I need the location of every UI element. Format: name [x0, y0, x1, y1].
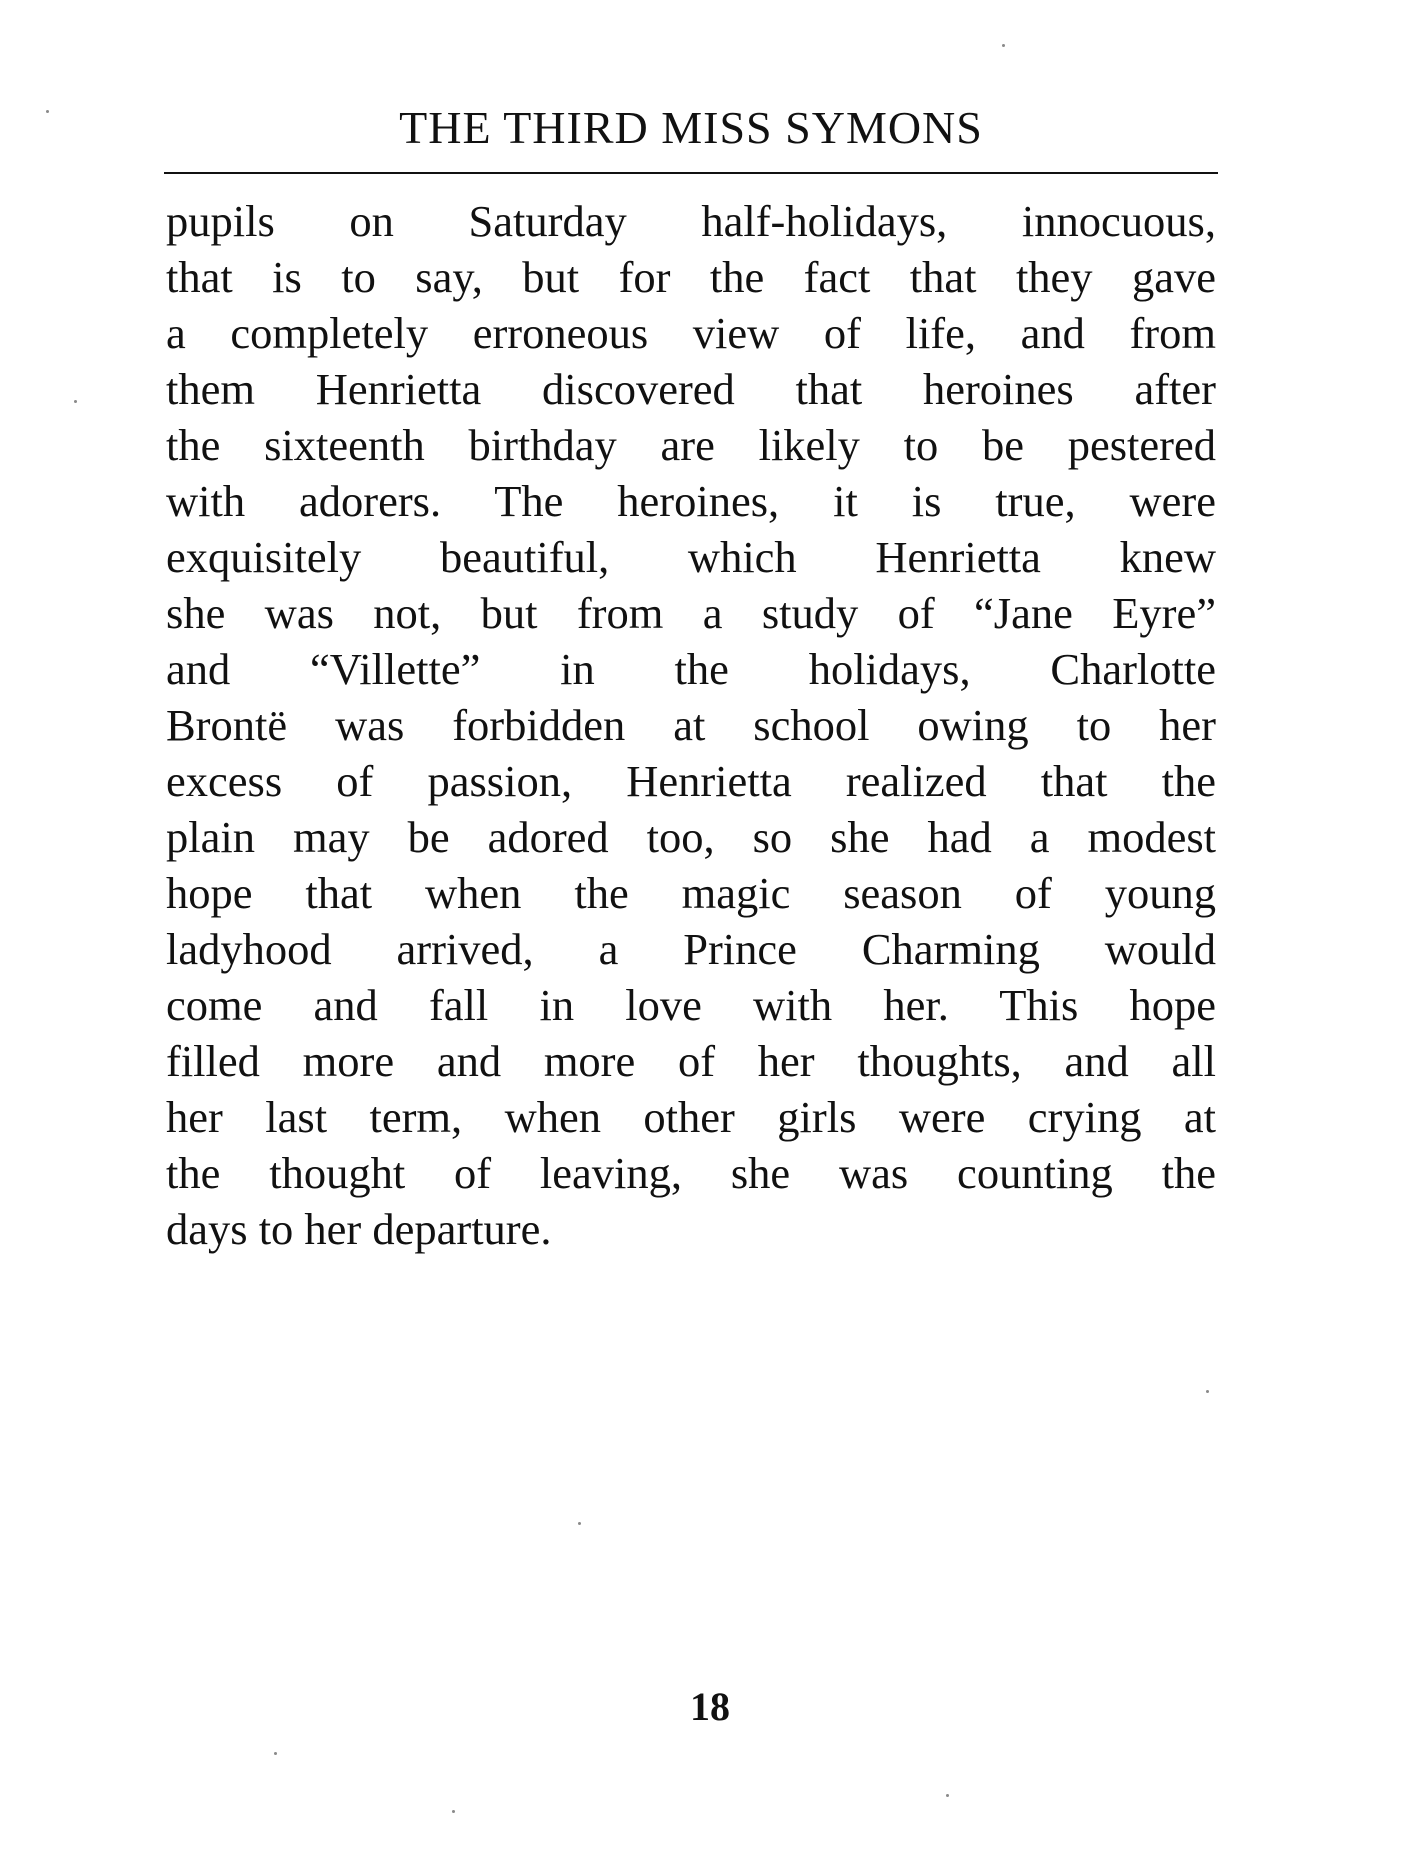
text-line: with adorers. The heroines, it is true, were [166, 476, 1216, 526]
text-line: ladyhood arrived, a Prince Charming would [166, 924, 1216, 974]
scan-speck [74, 400, 77, 403]
text-line: filled more and more of her thoughts, and all [166, 1036, 1216, 1086]
text-line: and “Villette” in the holidays, Charlotte [166, 644, 1216, 694]
body-text [166, 193, 1216, 1257]
text-line: a completely erroneous view of life, and from [166, 308, 1216, 358]
text-line: hope that when the magic season of young [166, 868, 1216, 918]
scan-speck [274, 1752, 277, 1755]
scan-speck [578, 1522, 581, 1525]
text-line: Brontë was forbidden at school owing to her [166, 700, 1216, 750]
scan-speck [452, 1810, 455, 1813]
text-line: pupils on Saturday half-holidays, innocuous, [166, 196, 1216, 246]
page-number: 18 [690, 1684, 730, 1729]
text-line: exquisitely beautiful, which Henrietta knew [166, 532, 1216, 582]
running-head: THE THIRD MISS SYMONS [399, 102, 983, 153]
text-line: days to her departure. [166, 1204, 552, 1254]
text-line: the thought of leaving, she was counting the [166, 1148, 1216, 1198]
text-line: them Henrietta discovered that heroines after [166, 364, 1216, 414]
text-line: the sixteenth birthday are likely to be pestered [166, 420, 1216, 470]
scan-speck [1002, 44, 1005, 47]
scan-speck [46, 110, 49, 113]
scan-speck [1206, 1390, 1209, 1393]
text-line: she was not, but from a study of “Jane Eyre” [166, 588, 1216, 638]
header-rule [164, 172, 1218, 174]
text-line: that is to say, but for the fact that they gave [166, 252, 1216, 302]
text-line: come and fall in love with her. This hope [166, 980, 1216, 1030]
text-line: her last term, when other girls were crying at [166, 1092, 1216, 1142]
text-line: plain may be adored too, so she had a modest [166, 812, 1216, 862]
scan-speck [946, 1794, 949, 1797]
text-line: excess of passion, Henrietta realized that the [166, 756, 1216, 806]
